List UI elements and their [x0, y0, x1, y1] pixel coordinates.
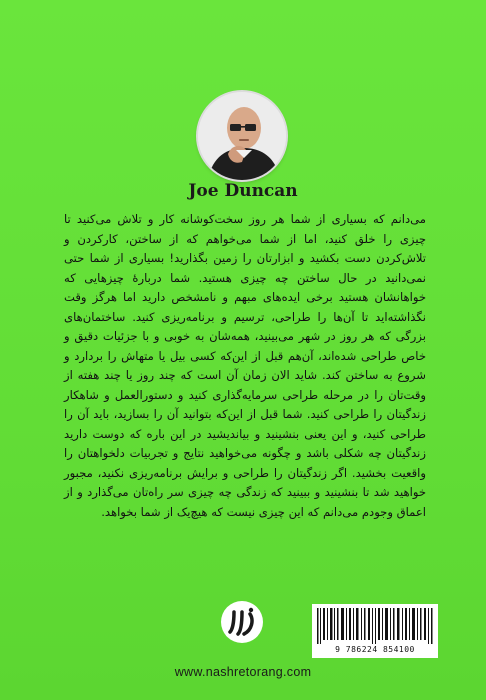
portrait-illustration	[198, 92, 286, 180]
isbn-number: 9 786224 854100	[335, 645, 415, 654]
author-name: Joe Duncan	[188, 181, 298, 201]
publisher-website: www.nashretorang.com	[174, 665, 312, 679]
publisher-logo-graphic	[220, 600, 264, 644]
author-portrait	[198, 92, 286, 180]
barcode-icon	[317, 608, 433, 644]
book-description: می‌دانم که بسیاری از شما هر روز سخت‌کوشانه کار و تلاش می‌کنید تا چیزی را خلق کنید، اما از شما می‌خواهم که از ساختن، کارکردن و تلاش‌کردن دست بکشید و ابزارتان را زمین بگذارید! بسیاری از شما حتی نمی‌دانید در حال ساختن چه چیزی هستید. شما دربارهٔ چیزهایی که خواهانشان هستید برخی ایده‌های مبهم و نامشخص دارید اما هرگز وقت نگذاشته‌اید تا آن‌ها را طراحی، ترسیم و برنامه‌ریزی کنید. ساختمان‌های بزرگی که هر روز در شهر می‌بینید، همه‌شان به خوبی و با جزئیات دقیق و خاص طراحی شده‌اند، آن‌هم قبل از این‌که کسی بیل یا متهاش را بردارد و شروع به ساختن کند. شاید الان زمان آن است که چند روز یا چند هفته از وقت‌تان را در مرحله طراحی سرمایه‌گذاری کنید و دستورالعمل و شاهکار زندگیتان را طراحی کنید. شما قبل از این‌که بتوانید آن را بسازید، باید آن را طراحی کنید، و این یعنی بنشینید و بیاندیشید در این باره که دوست دارید زندگیتان چه شکلی باشد و چگونه می‌خواهید نتایج و تجربیات دلخواهتان را واقعیت بخشید. اگر زندگیتان را طراحی و برایش برنامه‌ریزی نکنید، مجبور خواهید شد تا بنشینید و ببینید که زندگی چه چیزی سر راه‌تان می‌گذارد و از اعماق وجودم می‌دانم که این چیزی نیست که هیچ‌یک از شما بخواهد.	[64, 212, 426, 519]
isbn-barcode	[312, 604, 438, 658]
publisher-logo-icon	[220, 600, 264, 644]
